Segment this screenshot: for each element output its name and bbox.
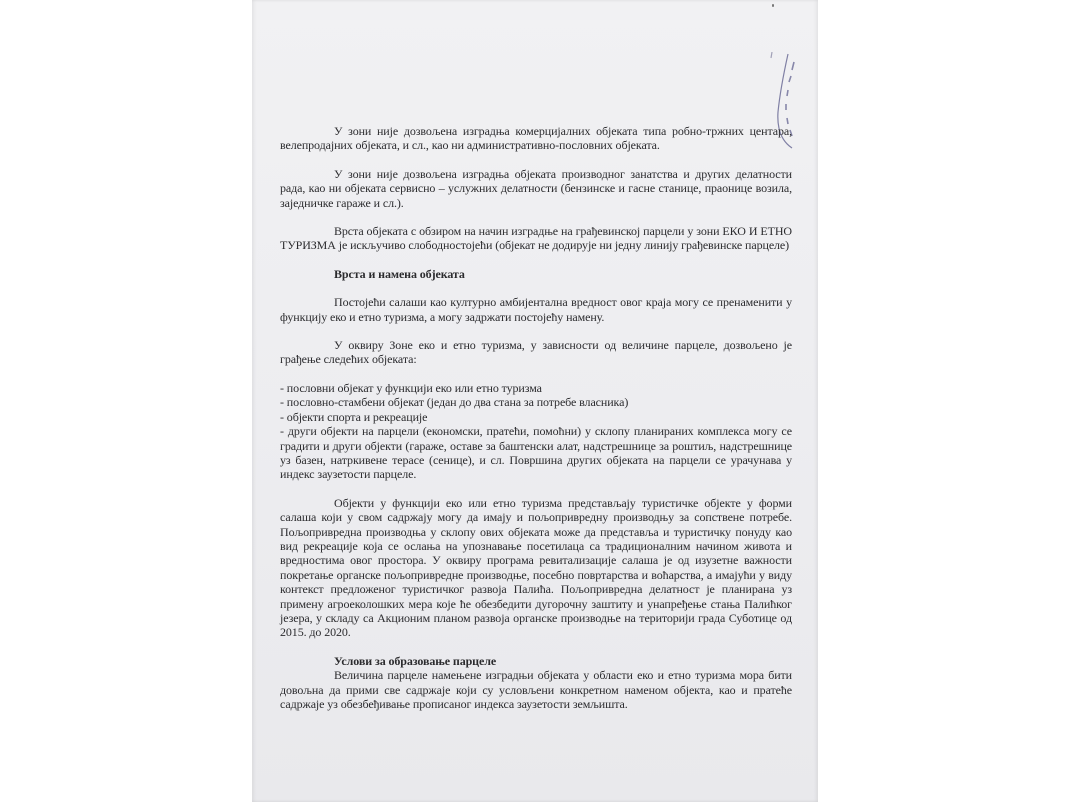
ink-speck bbox=[772, 4, 774, 7]
paragraph-zone-allowed: У оквиру Зоне еко и етно туризма, у зависности од величине парцеле, дозвољено је грађење следећих објеката: bbox=[280, 338, 792, 367]
list-item: - пословни објекат у функцији еко или етно туризма bbox=[280, 380, 542, 395]
document-body bbox=[280, 124, 792, 711]
heading-parcel-conditions: Услови за образовање парцеле bbox=[334, 653, 497, 668]
paragraph-existing-salash: Постојећи салаши као културно амбијентална вредност овог краја могу се пренаменити у функцију еко и етно туризма, а могу задржати постојећу намену. bbox=[280, 295, 792, 324]
list-item: - пословно-стамбени објекат (један до два стана за потребе власника) bbox=[280, 395, 629, 410]
paragraph-production: У зони није дозвољена изградња објеката производног занатства и других делатности рада, као ни објеката сервисно – услужних делатности (бензинске и гасне станице, праонице возила, заједничке гараже и сл.). bbox=[280, 166, 792, 210]
paragraph-commercial: У зони није дозвољена изградња комерцијалних објеката типа робно-тржних центара, велепродајних објеката, и сл., као ни административно-пословних објеката. bbox=[280, 124, 792, 153]
allowed-objects-list bbox=[280, 381, 792, 482]
list-item: - други објекти на парцели (економски, пратећи, помоћни) у склопу планираних комплекса могу се градити и други објекти (гараже, оставе за баштенски алат, надстрешнице за роштиљ, надстрешнице уз базен, натркивене терасе (сенице), и сл. Површина других објеката на парцели се урачунава у индекс заузетости парцеле. bbox=[280, 424, 792, 482]
paragraph-parcel-size: Величина парцеле намењене изградњи објеката у области еко и етно туризма мора бити довољна да прими све садржаје који су условљени конкретном наменом објекта, као и пратеће садржаје уз обезбеђивање прописаног индекса заузетости земљишта. bbox=[280, 668, 792, 711]
paragraph-building-type: Врста објеката с обзиром на начин изградње на грађевинској парцели у зони ЕКО И ЕТНО ТУРИЗМА је искључиво слободностојећи (објекат не додирује ни једну линију грађевинске парцеле) bbox=[280, 224, 792, 253]
document-page bbox=[252, 0, 818, 802]
list-item: - објекти спорта и рекреације bbox=[280, 409, 428, 424]
heading-object-type: Врста и намена објеката bbox=[334, 266, 465, 281]
paragraph-eco-tourism: Објекти у функцији еко или етно туризма представљају туристичке објекте у форми салаша који у свом садржају могу да имају и пољопривредну производњу за сопствене потребе. Пољопривредна производња у склопу ових објеката може да представља и туристичку понуду као вид рекреације која се ослања на упознавање посетилаца са традиционалним начином живота и вредностима овог простора. У оквиру програма ревитализације салаша је од изузетне важности покретање органске пољопривредне производње, посебно повртарства и воћарства, а имајући у виду контекст предложеног туристичког развоја Палића. Пољопривредна делатност је планирана уз примену агроеколошких мера које ће обезбедити дугорочну заштиту и унапређење стања Палићког језера, у складу са Акционим планом развоја органске производње на територији града Суботице од 2015. до 2020. bbox=[280, 495, 792, 640]
